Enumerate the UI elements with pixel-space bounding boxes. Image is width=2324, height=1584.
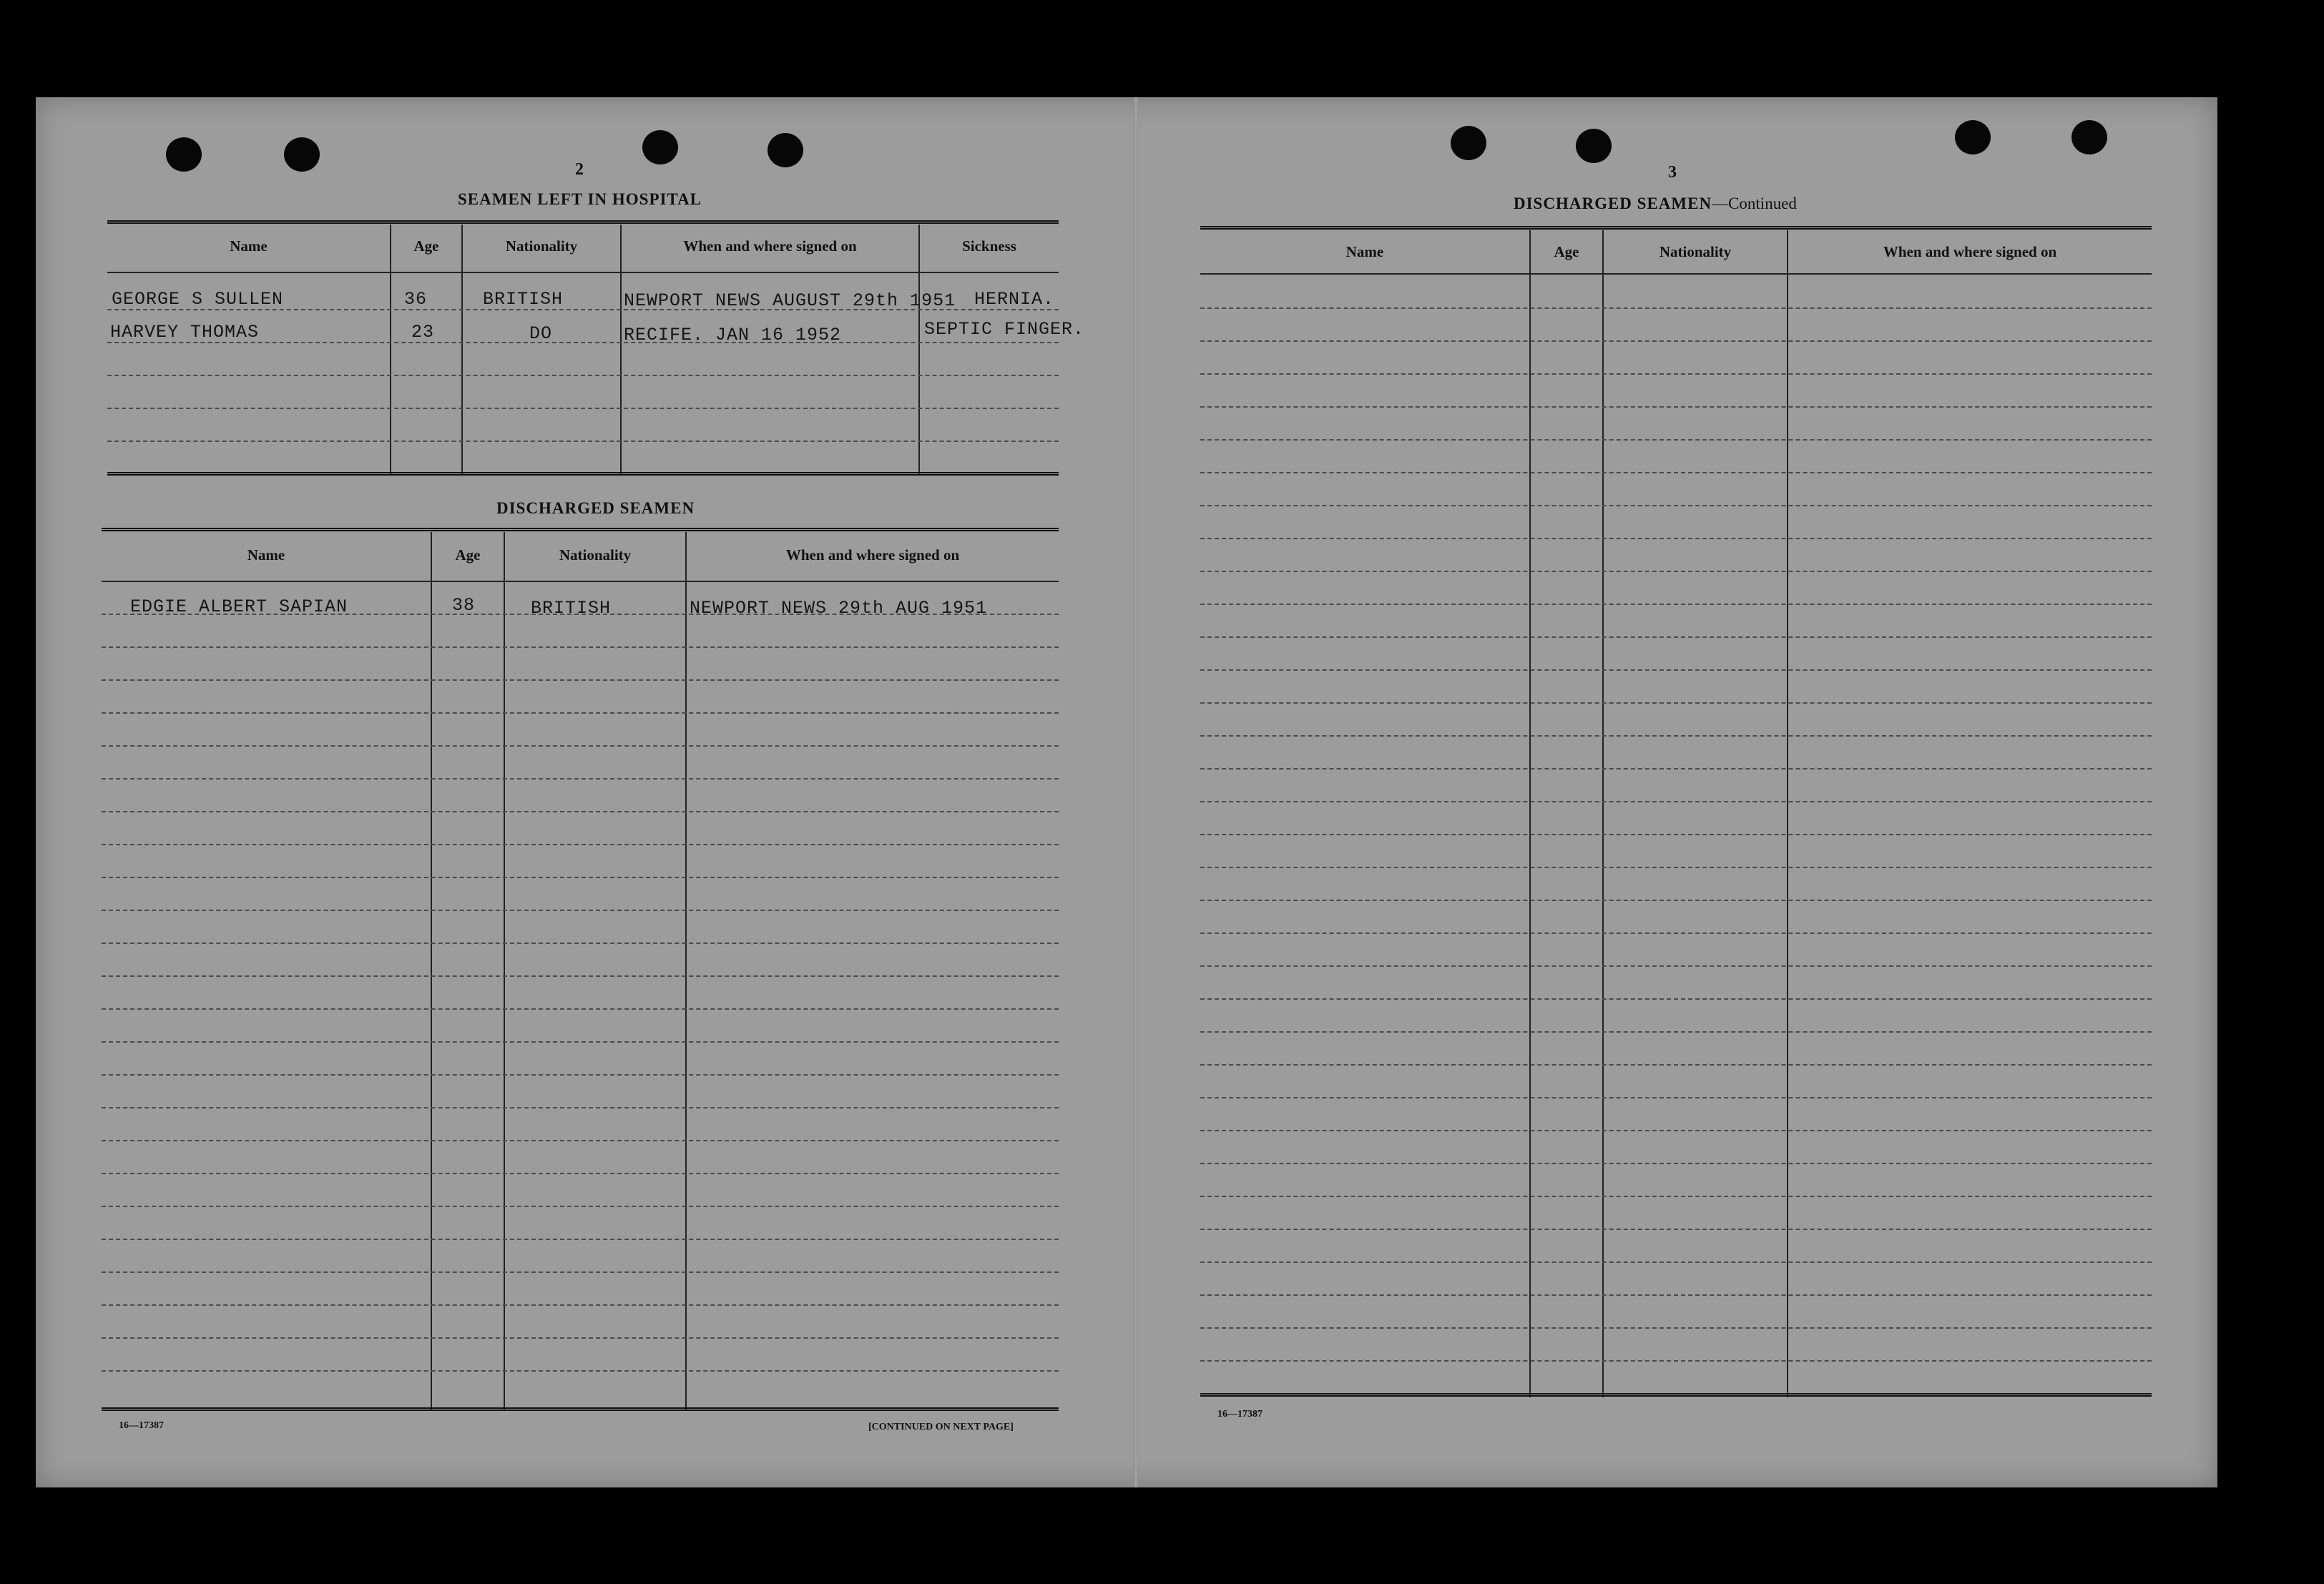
- table-top-rule: [107, 220, 1059, 224]
- hospital-row-2-name: HARVEY THOMAS: [110, 322, 260, 343]
- row-line: [1200, 1097, 2152, 1098]
- header-signed-on: When and where signed on: [785, 546, 960, 564]
- row-line: [102, 1173, 1059, 1174]
- header-nationality: Nationality: [1659, 243, 1732, 260]
- row-line: [1200, 1031, 2152, 1033]
- document-paper: [36, 97, 2217, 1487]
- header-nationality: Nationality: [559, 546, 632, 564]
- table-bottom-rule: [107, 472, 1059, 476]
- row-line: [1200, 1229, 2152, 1230]
- row-line: [1200, 900, 2152, 901]
- row-line: [1200, 735, 2152, 737]
- table-top-rule: [102, 528, 1059, 531]
- header-age: Age: [1554, 243, 1579, 260]
- column-divider: [431, 532, 432, 1410]
- row-line: [102, 1140, 1059, 1141]
- row-line: [102, 1239, 1059, 1240]
- row-line: [102, 844, 1059, 845]
- hospital-row-2-sickness: SEPTIC FINGER.: [924, 319, 1085, 340]
- row-line: [107, 375, 1059, 376]
- row-line: [1200, 1163, 2152, 1164]
- header-name: Name: [247, 546, 285, 564]
- row-line: [102, 1107, 1059, 1108]
- hospital-row-1-name: GEORGE S SULLEN: [112, 289, 284, 310]
- column-divider: [1529, 230, 1531, 1397]
- page-number-left: 2: [575, 160, 584, 179]
- row-line: [107, 441, 1059, 442]
- row-line: [107, 408, 1059, 409]
- hospital-section-title: SEAMEN LEFT IN HOSPITAL: [458, 190, 702, 208]
- header-rule: [102, 581, 1059, 582]
- right-section-title: [1514, 195, 1797, 213]
- discharged-section-title: DISCHARGED SEAMEN: [496, 499, 695, 517]
- column-divider: [1787, 230, 1788, 1397]
- punch-hole: [284, 137, 320, 172]
- row-line: [1200, 505, 2152, 506]
- row-line: [102, 646, 1059, 648]
- punch-hole: [1451, 126, 1486, 160]
- page-fold: [1134, 97, 1138, 1487]
- row-line: [1200, 406, 2152, 408]
- punch-hole: [2072, 120, 2107, 154]
- discharged-row-1-name: EDGIE ALBERT SAPIAN: [130, 596, 348, 617]
- discharged-row-1-age: 38: [452, 595, 476, 616]
- row-line: [1200, 1130, 2152, 1131]
- hospital-row-1-nationality: BRITISH: [483, 289, 564, 310]
- row-line: [102, 1008, 1059, 1010]
- row-line: [1200, 998, 2152, 1000]
- column-divider: [918, 225, 920, 475]
- column-divider: [504, 532, 505, 1410]
- right-discharged-table: [1200, 226, 2152, 1399]
- punch-hole: [166, 137, 202, 172]
- discharged-row-1-signed-on: NEWPORT NEWS 29th AUG 1951: [690, 598, 988, 619]
- row-line: [1200, 965, 2152, 967]
- hospital-row-1-age: 36: [404, 289, 428, 310]
- page-number-right: 3: [1668, 163, 1677, 182]
- header-name: Name: [1345, 243, 1384, 260]
- punch-hole: [642, 130, 678, 164]
- header-rule: [107, 272, 1059, 273]
- row-line: [102, 1041, 1059, 1043]
- row-line: [1200, 308, 2152, 309]
- hospital-row-2-nationality: DO: [529, 323, 553, 344]
- header-signed-on: When and where signed on: [1883, 243, 2057, 260]
- row-line: [1200, 1327, 2152, 1329]
- header-sickness: Sickness: [962, 237, 1016, 255]
- continued-note: [CONTINUED ON NEXT PAGE]: [868, 1422, 1014, 1432]
- hospital-row-1-signed-on: NEWPORT NEWS AUGUST 29th 1951: [624, 290, 956, 311]
- row-line: [1200, 834, 2152, 835]
- column-divider: [685, 532, 687, 1410]
- column-divider: [1602, 230, 1604, 1397]
- row-line: [102, 943, 1059, 944]
- hospital-row-1-sickness: HERNIA.: [974, 289, 1055, 310]
- row-line: [1200, 1196, 2152, 1197]
- row-line: [1200, 1261, 2152, 1263]
- row-line: [1200, 636, 2152, 638]
- row-line: [102, 975, 1059, 977]
- row-line: [102, 679, 1059, 681]
- table-top-rule: [1200, 226, 2152, 230]
- row-line: [102, 745, 1059, 747]
- row-line: [1200, 472, 2152, 473]
- form-number-left: 16—17387: [119, 1420, 164, 1431]
- header-age: Age: [455, 546, 481, 564]
- table-bottom-rule: [1200, 1393, 2152, 1397]
- punch-hole: [1955, 120, 1991, 154]
- row-line: [102, 811, 1059, 812]
- row-line: [1200, 1294, 2152, 1296]
- column-divider: [390, 225, 391, 475]
- row-line: [102, 712, 1059, 714]
- table-bottom-rule: [102, 1407, 1059, 1411]
- row-line: [1200, 340, 2152, 342]
- row-line: [102, 778, 1059, 779]
- row-line: [1200, 538, 2152, 539]
- row-line: [1200, 669, 2152, 671]
- punch-hole: [1576, 129, 1612, 163]
- row-line: [1200, 933, 2152, 934]
- hospital-row-2-age: 23: [411, 322, 435, 343]
- hospital-table: [107, 220, 1085, 478]
- punch-hole: [768, 133, 803, 167]
- row-line: [102, 1304, 1059, 1306]
- row-line: [102, 1370, 1059, 1372]
- form-number-right: 16—17387: [1217, 1409, 1262, 1420]
- header-age: Age: [413, 237, 439, 255]
- header-signed-on: When and where signed on: [683, 237, 857, 255]
- row-line: [102, 910, 1059, 911]
- header-name: Name: [230, 237, 268, 255]
- discharged-table: [102, 528, 1059, 1415]
- row-line: [1200, 801, 2152, 802]
- right-title-continued: —Continued: [1712, 195, 1797, 212]
- row-line: [1200, 1064, 2152, 1066]
- discharged-row-1-nationality: BRITISH: [531, 598, 612, 619]
- column-divider: [620, 225, 622, 475]
- right-title-main: DISCHARGED SEAMEN: [1514, 195, 1712, 212]
- hospital-row-2-signed-on: RECIFE. JAN 16 1952: [624, 325, 842, 345]
- header-rule: [1200, 273, 2152, 275]
- header-nationality: Nationality: [505, 237, 578, 255]
- row-line: [1200, 867, 2152, 868]
- row-line: [1200, 571, 2152, 572]
- row-line: [102, 1074, 1059, 1076]
- row-line: [102, 877, 1059, 878]
- row-line: [1200, 439, 2152, 441]
- row-line: [102, 1206, 1059, 1207]
- row-line: [1200, 702, 2152, 704]
- row-line: [1200, 373, 2152, 375]
- row-line: [1200, 1360, 2152, 1362]
- column-divider: [461, 225, 463, 475]
- row-line: [102, 1271, 1059, 1273]
- row-line: [1200, 768, 2152, 769]
- row-line: [102, 1337, 1059, 1339]
- row-line: [1200, 604, 2152, 605]
